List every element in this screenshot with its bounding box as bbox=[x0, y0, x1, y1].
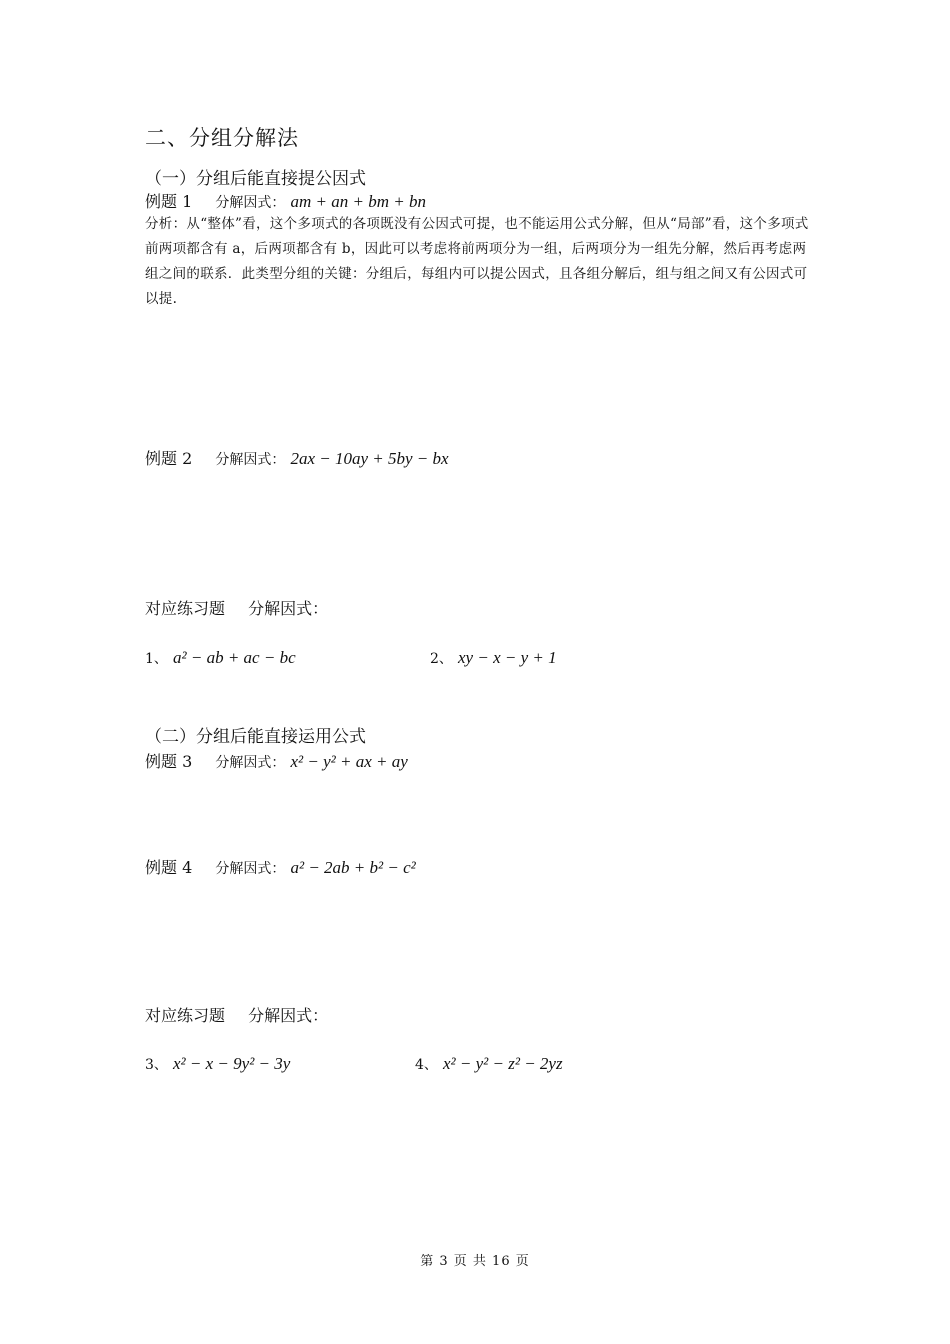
practice-item-1 bbox=[145, 648, 296, 668]
section-title: 二、分组分解法 bbox=[145, 126, 299, 150]
practice-item-2-expression: xy − x − y + 1 bbox=[458, 648, 557, 667]
subsection-1-title: （一）分组后能直接提公因式 bbox=[145, 169, 366, 189]
subsection-2-title: （二）分组后能直接运用公式 bbox=[145, 727, 366, 747]
example-2-prompt: 分解因式： bbox=[215, 452, 286, 468]
practice-item-3 bbox=[145, 1054, 290, 1074]
example-2 bbox=[145, 446, 449, 469]
practice-2-heading bbox=[145, 1003, 328, 1026]
practice-item-4 bbox=[415, 1054, 563, 1074]
example-4-label: 例题 4 bbox=[145, 858, 193, 877]
example-4 bbox=[145, 855, 416, 878]
example-1-label: 例题 1 bbox=[145, 192, 193, 211]
example-2-expression: 2ax − 10ay + 5by − bx bbox=[290, 449, 449, 468]
practice-item-3-expression: x² − x − 9y² − 3y bbox=[173, 1054, 291, 1073]
practice-item-4-number: 4、 bbox=[415, 1057, 438, 1073]
example-1 bbox=[145, 189, 426, 212]
example-3 bbox=[145, 749, 408, 772]
example-1-prompt: 分解因式： bbox=[215, 195, 286, 211]
practice-item-2 bbox=[430, 648, 557, 668]
practice-item-3-number: 3、 bbox=[145, 1057, 168, 1073]
example-3-label: 例题 3 bbox=[145, 752, 193, 771]
practice-2-label: 对应练习题 bbox=[145, 1006, 226, 1025]
example-3-expression: x² − y² + ax + ay bbox=[290, 752, 408, 771]
example-1-expression: am + an + bm + bn bbox=[290, 192, 426, 211]
example-4-expression: a² − 2ab + b² − c² bbox=[290, 858, 416, 877]
analysis-paragraph: 分析：从“整体”看，这个多项式的各项既没有公因式可提，也不能运用公式分解，但从“局部”看，这个多项式前两项都含有 a，后两项都含有 b，因此可以考虑将前两项分为一组，后两项分为一组先分解，然后再考虑两组之间的联系．此类型分组的关键：分组后，每组内可以提公因式，且各组分解后，组与组之间又有公因式可以提. bbox=[145, 216, 809, 307]
practice-item-2-number: 2、 bbox=[430, 651, 453, 667]
practice-item-1-number: 1、 bbox=[145, 651, 168, 667]
practice-item-4-expression: x² − y² − z² − 2yz bbox=[443, 1054, 563, 1073]
page-footer: 第 3 页 共 16 页 bbox=[420, 1254, 530, 1269]
practice-1-heading bbox=[145, 596, 328, 619]
example-4-prompt: 分解因式： bbox=[215, 861, 286, 877]
practice-item-1-expression: a² − ab + ac − bc bbox=[173, 648, 296, 667]
example-3-prompt: 分解因式： bbox=[215, 755, 286, 771]
example-2-label: 例题 2 bbox=[145, 449, 193, 468]
practice-1-prompt: 分解因式： bbox=[248, 599, 329, 618]
practice-2-prompt: 分解因式： bbox=[248, 1006, 329, 1025]
practice-1-label: 对应练习题 bbox=[145, 599, 226, 618]
